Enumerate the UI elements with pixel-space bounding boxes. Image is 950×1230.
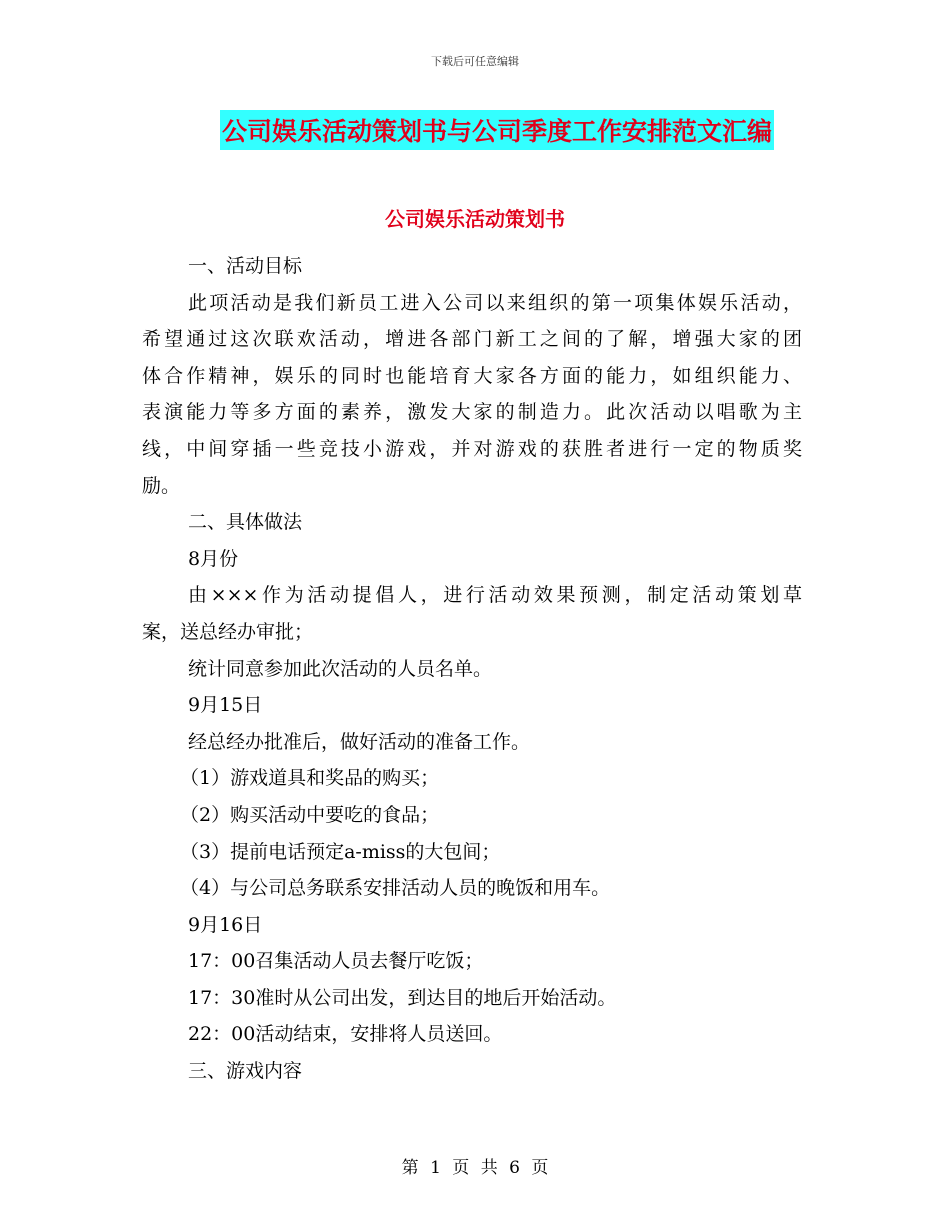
schedule-line: 17：30准时从公司出发，到达目的地后开始活动。	[188, 986, 617, 1009]
paragraph-line: 案，送总经办审批；	[142, 620, 314, 643]
page-header: 下载后可任意编辑	[431, 55, 519, 68]
heading-games: 三、游戏内容	[188, 1060, 303, 1083]
paragraph-line: 统计同意参加此次活动的人员名单。	[188, 657, 493, 680]
paragraph-line: 励。	[142, 474, 181, 497]
schedule-line: 17：00召集活动人员去餐厅吃饭；	[188, 950, 484, 973]
list-item: （3）提前电话预定a-miss的大包间；	[180, 840, 501, 863]
paragraph-line: 希望通过这次联欢活动，增进各部门新工之间的了解，增强大家的团	[142, 328, 802, 351]
list-item: （1）游戏道具和奖品的购买；	[180, 767, 440, 790]
heading-method: 二、具体做法	[188, 511, 303, 534]
list-item: （2）购买活动中要吃的食品；	[180, 803, 440, 826]
page-footer: 第 1 页 共 6 页	[401, 1158, 549, 1178]
paragraph-line: 由×××作为活动提倡人，进行活动效果预测，制定活动策划草	[188, 584, 802, 607]
paragraph-line: 线，中间穿插一些竞技小游戏，并对游戏的获胜者进行一定的物质奖	[142, 437, 802, 460]
paragraph-line: 表演能力等多方面的素养，激发大家的制造力。此次活动以唱歌为主	[142, 401, 802, 424]
document-body	[142, 248, 802, 1090]
paragraph-line: 此项活动是我们新员工进入公司以来组织的第一项集体娱乐活动，	[188, 291, 802, 314]
date-line: 8月份	[188, 547, 239, 570]
list-item: （4）与公司总务联系安排活动人员的晚饭和用车。	[180, 877, 611, 900]
document-title-container	[0, 110, 950, 150]
date-line: 9月16日	[188, 913, 263, 936]
section-title: 公司娱乐活动策划书	[385, 207, 565, 231]
schedule-line: 22：00活动结束，安排将人员送回。	[188, 1023, 503, 1046]
heading-goal: 一、活动目标	[188, 255, 303, 277]
date-line: 9月15日	[188, 694, 263, 717]
paragraph-line: 经总经办批准后，做好活动的准备工作。	[188, 730, 531, 753]
paragraph-line: 体合作精神，娱乐的同时也能培育大家各方面的能力，如组织能力、	[142, 364, 802, 387]
document-title: 公司娱乐活动策划书与公司季度工作安排范文汇编	[220, 110, 774, 150]
